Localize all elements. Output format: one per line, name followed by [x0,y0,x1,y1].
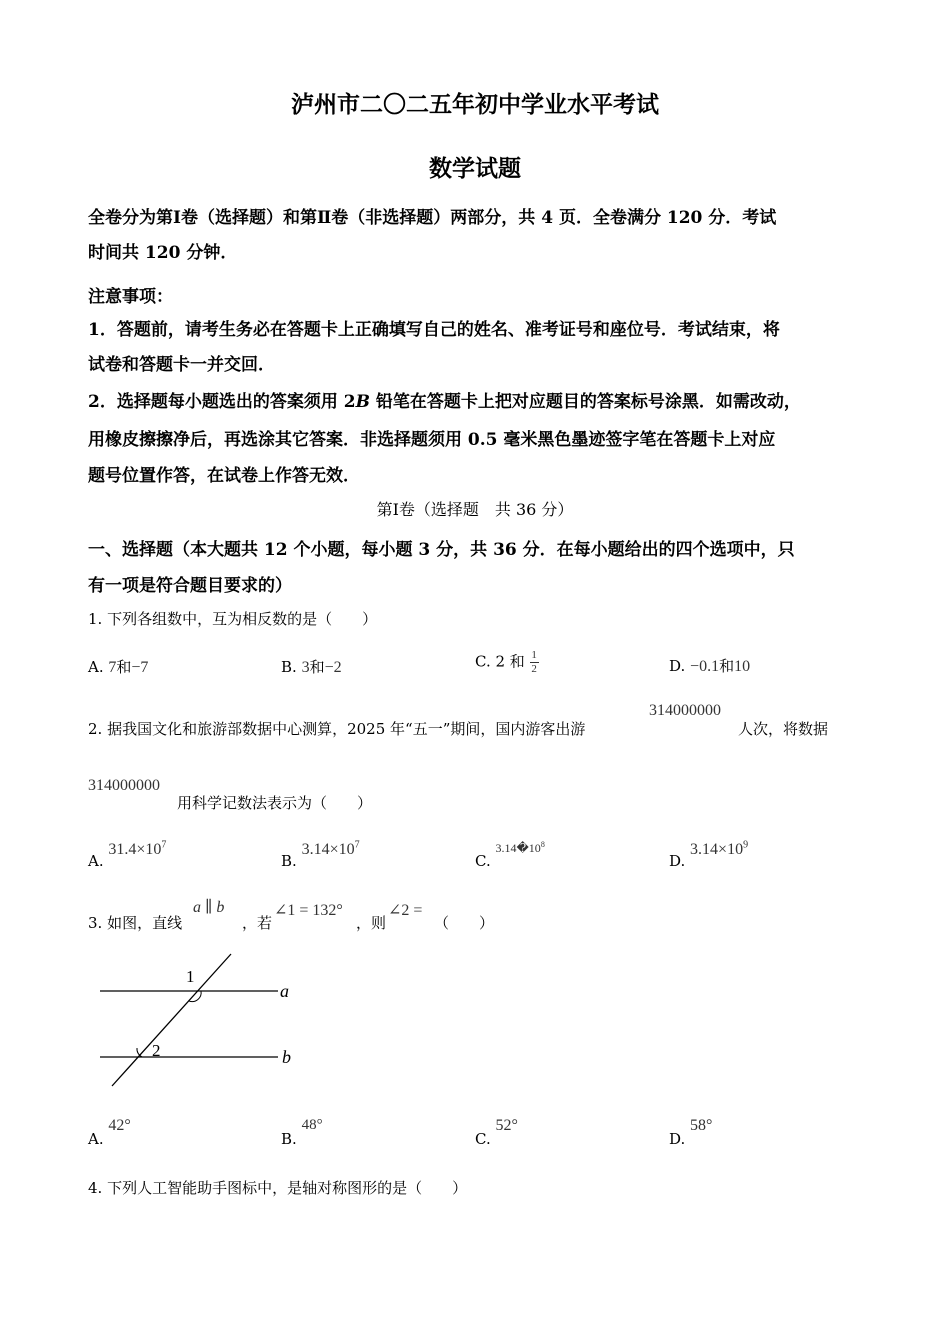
q3-a-label: A. [88,1130,104,1148]
q2-b-exponent: 7 [354,840,360,851]
q3-stem-part-d: （ ） [434,914,495,932]
intro-line-2: 时间共 120 分钟． [88,243,238,263]
q3-stem-part-b: ，若 [242,914,273,932]
q3-option-a [88,1117,131,1148]
q1-b-math-1: 3 [301,659,310,676]
q3-parallel-expr [193,897,224,917]
exam-title: 泸州市二〇二五年初中学业水平考试 [291,91,659,118]
q2-number-1: 314000000 [649,702,721,719]
notice-1-line-2: 试卷和答题卡一并交回． [88,355,275,375]
q2-d-value [690,841,748,858]
q2-c-exponent: 8 [540,840,545,849]
section-1-line-1: 一、选择题（本大题共 12 个小题，每小题 3 分，共 36 分．在每小题给出的四个选项中，只 [88,540,795,560]
q3-stem-part-c: ，则 [356,914,387,932]
q1-stem: 1. 下列各组数中，互为相反数的是（ ） [88,610,378,628]
q1-option-a [88,656,148,677]
q2-stem-line-1-text: 2. 据我国文化和旅游部数据中心测算，2025 年“五一”期间，国内游客出游 [88,720,586,738]
q3-angle-1-label: 1 [186,967,195,986]
notice-2-part-a: 2．选择题每小题选出的答案须用 2 [88,392,356,412]
q1-c-numerator: 1 [531,649,537,661]
q2-a-exponent: 7 [161,840,167,851]
notice-2-line-1 [88,387,801,412]
notice-2-line-3: 题号位置作答，在试卷上作答无效． [88,466,360,486]
q3-parallel-symbol: ∥ [205,899,213,916]
q1-b-label: B. [281,658,297,676]
q2-a-value [108,841,166,858]
q1-c-fraction [530,650,539,675]
q1-d-math-1: −0.1 [690,658,720,675]
q2-d-label: D. [669,852,686,870]
q3-angle-2-label: 2 [152,1041,161,1060]
q2-option-d [669,840,748,870]
q1-b-math-2: −2 [324,659,342,676]
q2-c-label: C. [475,852,491,870]
q1-b-text: 和 [309,658,325,676]
q2-option-c [475,840,545,870]
q3-angle-2-expr: ∠2 = [388,902,423,919]
q4-stem: 4. 下列人工智能助手图标中，是轴对称图形的是（ ） [88,1179,468,1197]
notice-2-part-c: 铅笔在答题卡上把对应题目的答案标号涂黑．如需改动， [369,392,801,412]
q1-c-denominator: 2 [531,663,537,675]
q1-d-label: D. [669,657,686,675]
q3-line-b-label: b [282,1047,291,1067]
q3-transversal [112,954,231,1086]
q3-b-value: 48° [301,1117,323,1133]
q2-b-value [302,841,360,858]
q2-stem-line-1-end: 人次，将数据 [738,720,829,738]
subject-title: 数学试题 [429,155,521,182]
q2-b-mantissa: 3.14×10 [301,841,355,859]
q2-a-mantissa: 31.4×10 [108,841,162,859]
q2-d-mantissa: 3.14×10 [690,841,744,859]
notice-heading: 注意事项： [88,287,173,307]
q2-c-value [496,841,545,855]
q1-c-text: 2 和 [495,652,525,671]
part-1-heading: 第Ⅰ卷（选择题 共 36 分） [376,500,574,519]
q3-d-value: 58° [690,1117,713,1134]
q3-a-value: 42° [108,1117,131,1134]
intro-line-1: 全卷分为第Ⅰ卷（选择题）和第Ⅱ卷（非选择题）两部分，共 4 页．全卷满分 120 分．考试 [88,208,777,228]
q1-a-label: A. [88,658,104,676]
notice-2-line-2: 用橡皮擦擦净后，再选涂其它答案．非选择题须用 0.5 毫米黑色墨迹签字笔在答题卡上对应 [88,430,776,450]
q3-figure [90,948,310,1093]
q1-a-math-1: 7 [108,659,117,676]
q2-d-exponent: 9 [743,840,749,851]
q2-c-mantissa: 3.14�10 [495,841,541,855]
q2-option-b [281,840,360,870]
q3-c-value: 52° [495,1117,518,1134]
q1-option-b [281,656,342,677]
q3-line-b-symbol: b [216,899,225,916]
q3-stem-part-a: 3. 如图，直线 [88,914,183,932]
section-1-line-2: 有一项是符合题目要求的） [88,576,292,596]
q3-angle-1-arc [189,991,201,1002]
q1-a-math-2: −7 [131,659,149,676]
q3-angle-1-expr: ∠1 = 132° [274,902,343,919]
q1-d-math-2: 10 [734,658,751,675]
q1-a-text: 和 [116,658,132,676]
q2-a-label: A. [88,852,104,870]
q3-c-label: C. [475,1130,491,1148]
q1-option-d [669,655,750,676]
q3-angle-2-arc [137,1048,142,1057]
notice-2-pencil-grade: B [355,392,370,412]
q3-line-a-label: a [280,981,289,1001]
q3-option-c [475,1117,518,1148]
q3-line-a-symbol: a [193,899,201,916]
notice-1-line-1: 1．答题前，请考生务必在答题卡上正确填写自己的姓名、准考证号和座位号．考试结束，将 [88,320,780,340]
q1-c-label: C. [475,652,491,671]
q3-option-d [669,1117,712,1148]
q2-number-2: 314000000 [88,777,160,794]
q2-option-a [88,840,166,870]
q3-d-label: D. [669,1130,686,1148]
q2-b-label: B. [281,852,297,870]
q1-option-c [475,650,539,675]
q3-option-b [281,1117,323,1148]
q3-b-label: B. [281,1130,297,1148]
q1-d-text: 和 [719,657,735,675]
q2-stem-line-2: 用科学记数法表示为（ ） [177,794,373,812]
